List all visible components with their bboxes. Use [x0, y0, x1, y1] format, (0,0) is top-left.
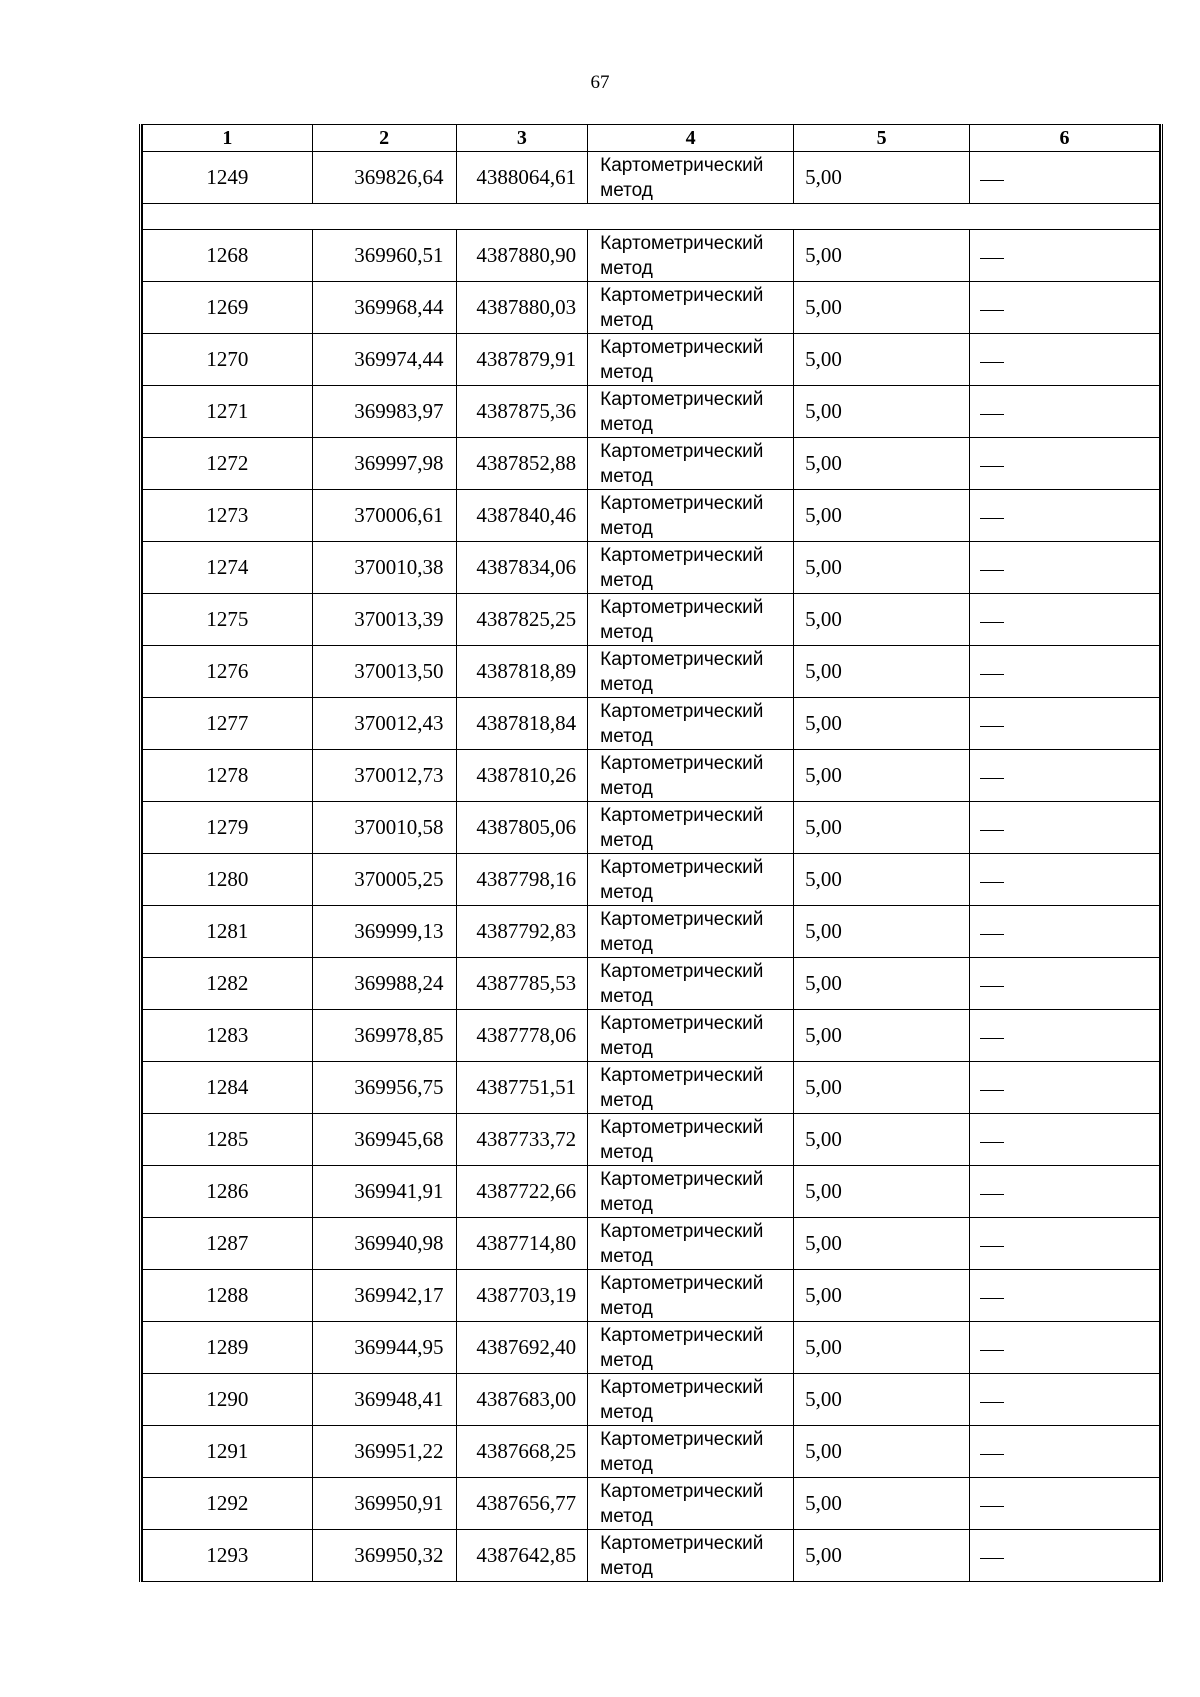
x-coordinate-cell: 369950,32	[312, 1530, 456, 1582]
method-cell	[588, 1530, 794, 1582]
y-coordinate-cell: 4388064,61	[456, 152, 588, 204]
method-line-2: метод	[600, 569, 653, 591]
note-cell	[970, 1010, 1160, 1062]
note-cell	[970, 230, 1160, 282]
note-cell	[970, 1530, 1160, 1582]
y-coordinate-cell: 4387810,26	[456, 750, 588, 802]
method-line-2: метод	[600, 1557, 653, 1579]
dash-mark	[980, 622, 1004, 623]
method-line-1: Картометрический	[600, 388, 764, 410]
method-line-2: метод	[600, 1089, 653, 1111]
method-line-1: Картометрический	[600, 1532, 764, 1554]
method-cell	[588, 646, 794, 698]
x-coordinate-cell: 370006,61	[312, 490, 456, 542]
method-cell	[588, 1478, 794, 1530]
accuracy-cell: 5,00	[794, 1062, 970, 1114]
y-coordinate-cell: 4387880,90	[456, 230, 588, 282]
note-cell	[970, 646, 1160, 698]
y-coordinate-cell: 4387733,72	[456, 1114, 588, 1166]
table-row	[143, 1114, 1160, 1166]
method-line-1: Картометрический	[600, 154, 764, 176]
x-coordinate-cell: 369978,85	[312, 1010, 456, 1062]
dash-mark	[980, 726, 1004, 727]
y-coordinate-cell: 4387656,77	[456, 1478, 588, 1530]
x-coordinate-cell: 369999,13	[312, 906, 456, 958]
method-line-1: Картометрический	[600, 908, 764, 930]
accuracy-cell: 5,00	[794, 698, 970, 750]
coordinates-table	[142, 124, 1160, 1582]
table-row	[143, 230, 1160, 282]
method-line-2: метод	[600, 673, 653, 695]
method-line-2: метод	[600, 1505, 653, 1527]
point-number-cell: 1292	[143, 1478, 313, 1530]
method-cell	[588, 1166, 794, 1218]
method-line-1: Картометрический	[600, 1168, 764, 1190]
table-row	[143, 802, 1160, 854]
dash-mark	[980, 934, 1004, 935]
accuracy-cell: 5,00	[794, 334, 970, 386]
x-coordinate-cell: 369942,17	[312, 1270, 456, 1322]
y-coordinate-cell: 4387642,85	[456, 1530, 588, 1582]
method-line-1: Картометрический	[600, 544, 764, 566]
table-row	[143, 646, 1160, 698]
y-coordinate-cell: 4387785,53	[456, 958, 588, 1010]
table-row	[143, 958, 1160, 1010]
dash-mark	[980, 1038, 1004, 1039]
method-line-1: Картометрический	[600, 232, 764, 254]
y-coordinate-cell: 4387840,46	[456, 490, 588, 542]
table-row	[143, 282, 1160, 334]
table-row	[143, 1426, 1160, 1478]
dash-mark	[980, 362, 1004, 363]
table-row	[143, 698, 1160, 750]
point-number-cell: 1268	[143, 230, 313, 282]
method-line-2: метод	[600, 179, 653, 201]
gap-cell	[143, 204, 1160, 230]
note-cell	[970, 334, 1160, 386]
note-cell	[970, 802, 1160, 854]
x-coordinate-cell: 370013,50	[312, 646, 456, 698]
method-line-1: Картометрический	[600, 284, 764, 306]
x-coordinate-cell: 370010,58	[312, 802, 456, 854]
method-cell	[588, 906, 794, 958]
dash-mark	[980, 986, 1004, 987]
accuracy-cell: 5,00	[794, 802, 970, 854]
method-line-2: метод	[600, 1401, 653, 1423]
method-line-2: метод	[600, 881, 653, 903]
coordinates-table-wrapper	[139, 124, 1163, 1582]
method-cell	[588, 1270, 794, 1322]
point-number-cell: 1278	[143, 750, 313, 802]
accuracy-cell: 5,00	[794, 542, 970, 594]
note-cell	[970, 750, 1160, 802]
y-coordinate-cell: 4387798,16	[456, 854, 588, 906]
dash-mark	[980, 1402, 1004, 1403]
note-cell	[970, 1322, 1160, 1374]
accuracy-cell: 5,00	[794, 1114, 970, 1166]
note-cell	[970, 1166, 1160, 1218]
accuracy-cell: 5,00	[794, 854, 970, 906]
point-number-cell: 1293	[143, 1530, 313, 1582]
column-header: 1	[143, 125, 313, 152]
dash-mark	[980, 1090, 1004, 1091]
accuracy-cell: 5,00	[794, 1218, 970, 1270]
method-cell	[588, 594, 794, 646]
dash-mark	[980, 830, 1004, 831]
method-cell	[588, 152, 794, 204]
point-number-cell: 1280	[143, 854, 313, 906]
y-coordinate-cell: 4387692,40	[456, 1322, 588, 1374]
y-coordinate-cell: 4387668,25	[456, 1426, 588, 1478]
accuracy-cell: 5,00	[794, 750, 970, 802]
point-number-cell: 1288	[143, 1270, 313, 1322]
dash-mark	[980, 258, 1004, 259]
x-coordinate-cell: 370005,25	[312, 854, 456, 906]
method-line-2: метод	[600, 517, 653, 539]
accuracy-cell: 5,00	[794, 282, 970, 334]
point-number-cell: 1249	[143, 152, 313, 204]
dash-mark	[980, 570, 1004, 571]
table-row	[143, 1374, 1160, 1426]
table-row	[143, 334, 1160, 386]
point-number-cell: 1282	[143, 958, 313, 1010]
method-line-1: Картометрический	[600, 440, 764, 462]
method-line-1: Картометрический	[600, 960, 764, 982]
method-line-2: метод	[600, 413, 653, 435]
table-gap-row	[143, 204, 1160, 230]
method-line-1: Картометрический	[600, 1272, 764, 1294]
dash-mark	[980, 674, 1004, 675]
table-row	[143, 1166, 1160, 1218]
method-cell	[588, 282, 794, 334]
point-number-cell: 1287	[143, 1218, 313, 1270]
point-number-cell: 1283	[143, 1010, 313, 1062]
note-cell	[970, 1270, 1160, 1322]
accuracy-cell: 5,00	[794, 1426, 970, 1478]
x-coordinate-cell: 369940,98	[312, 1218, 456, 1270]
point-number-cell: 1273	[143, 490, 313, 542]
point-number-cell: 1279	[143, 802, 313, 854]
method-line-2: метод	[600, 309, 653, 331]
note-cell	[970, 490, 1160, 542]
accuracy-cell: 5,00	[794, 594, 970, 646]
table-row	[143, 594, 1160, 646]
method-line-2: метод	[600, 257, 653, 279]
point-number-cell: 1284	[143, 1062, 313, 1114]
note-cell	[970, 438, 1160, 490]
accuracy-cell: 5,00	[794, 646, 970, 698]
method-line-2: метод	[600, 621, 653, 643]
dash-mark	[980, 1246, 1004, 1247]
x-coordinate-cell: 369948,41	[312, 1374, 456, 1426]
dash-mark	[980, 180, 1004, 181]
method-line-1: Картометрический	[600, 648, 764, 670]
y-coordinate-cell: 4387875,36	[456, 386, 588, 438]
dash-mark	[980, 1194, 1004, 1195]
point-number-cell: 1274	[143, 542, 313, 594]
method-line-2: метод	[600, 1245, 653, 1267]
point-number-cell: 1289	[143, 1322, 313, 1374]
dash-mark	[980, 1350, 1004, 1351]
method-cell	[588, 750, 794, 802]
accuracy-cell: 5,00	[794, 230, 970, 282]
method-line-1: Картометрический	[600, 804, 764, 826]
method-cell	[588, 698, 794, 750]
dash-mark	[980, 1454, 1004, 1455]
x-coordinate-cell: 369968,44	[312, 282, 456, 334]
table-row	[143, 1062, 1160, 1114]
x-coordinate-cell: 369945,68	[312, 1114, 456, 1166]
table-row	[143, 854, 1160, 906]
method-line-1: Картометрический	[600, 1116, 764, 1138]
y-coordinate-cell: 4387880,03	[456, 282, 588, 334]
y-coordinate-cell: 4387834,06	[456, 542, 588, 594]
table-row	[143, 1218, 1160, 1270]
point-number-cell: 1275	[143, 594, 313, 646]
method-cell	[588, 334, 794, 386]
method-cell	[588, 1010, 794, 1062]
method-line-1: Картометрический	[600, 492, 764, 514]
method-line-2: метод	[600, 985, 653, 1007]
note-cell	[970, 1374, 1160, 1426]
note-cell	[970, 1426, 1160, 1478]
method-line-2: метод	[600, 725, 653, 747]
y-coordinate-cell: 4387714,80	[456, 1218, 588, 1270]
y-coordinate-cell: 4387852,88	[456, 438, 588, 490]
accuracy-cell: 5,00	[794, 1530, 970, 1582]
method-line-1: Картометрический	[600, 1376, 764, 1398]
x-coordinate-cell: 369950,91	[312, 1478, 456, 1530]
point-number-cell: 1270	[143, 334, 313, 386]
method-cell	[588, 438, 794, 490]
y-coordinate-cell: 4387825,25	[456, 594, 588, 646]
method-line-2: метод	[600, 1453, 653, 1475]
method-cell	[588, 1374, 794, 1426]
x-coordinate-cell: 369941,91	[312, 1166, 456, 1218]
table-row	[143, 750, 1160, 802]
accuracy-cell: 5,00	[794, 1374, 970, 1426]
y-coordinate-cell: 4387703,19	[456, 1270, 588, 1322]
note-cell	[970, 152, 1160, 204]
method-line-2: метод	[600, 1037, 653, 1059]
x-coordinate-cell: 369951,22	[312, 1426, 456, 1478]
table-row	[143, 906, 1160, 958]
accuracy-cell: 5,00	[794, 1010, 970, 1062]
method-cell	[588, 802, 794, 854]
method-line-1: Картометрический	[600, 700, 764, 722]
dash-mark	[980, 1298, 1004, 1299]
note-cell	[970, 906, 1160, 958]
point-number-cell: 1277	[143, 698, 313, 750]
method-cell	[588, 1322, 794, 1374]
method-line-1: Картометрический	[600, 1064, 764, 1086]
method-cell	[588, 1218, 794, 1270]
y-coordinate-cell: 4387683,00	[456, 1374, 588, 1426]
method-line-2: метод	[600, 1193, 653, 1215]
method-cell	[588, 854, 794, 906]
x-coordinate-cell: 370012,73	[312, 750, 456, 802]
method-cell	[588, 230, 794, 282]
note-cell	[970, 542, 1160, 594]
method-line-2: метод	[600, 1297, 653, 1319]
x-coordinate-cell: 369983,97	[312, 386, 456, 438]
accuracy-cell: 5,00	[794, 386, 970, 438]
page-number: 67	[590, 72, 610, 93]
dash-mark	[980, 882, 1004, 883]
point-number-cell: 1285	[143, 1114, 313, 1166]
y-coordinate-cell: 4387818,89	[456, 646, 588, 698]
y-coordinate-cell: 4387722,66	[456, 1166, 588, 1218]
table-header-row	[143, 125, 1160, 152]
table-row	[143, 438, 1160, 490]
accuracy-cell: 5,00	[794, 906, 970, 958]
accuracy-cell: 5,00	[794, 152, 970, 204]
table-row	[143, 490, 1160, 542]
y-coordinate-cell: 4387778,06	[456, 1010, 588, 1062]
y-coordinate-cell: 4387805,06	[456, 802, 588, 854]
dash-mark	[980, 518, 1004, 519]
method-line-2: метод	[600, 777, 653, 799]
y-coordinate-cell: 4387818,84	[456, 698, 588, 750]
y-coordinate-cell: 4387792,83	[456, 906, 588, 958]
x-coordinate-cell: 369988,24	[312, 958, 456, 1010]
dash-mark	[980, 466, 1004, 467]
accuracy-cell: 5,00	[794, 490, 970, 542]
point-number-cell: 1281	[143, 906, 313, 958]
x-coordinate-cell: 369826,64	[312, 152, 456, 204]
method-cell	[588, 1426, 794, 1478]
column-header: 5	[794, 125, 970, 152]
method-line-1: Картометрический	[600, 1324, 764, 1346]
method-cell	[588, 542, 794, 594]
accuracy-cell: 5,00	[794, 1166, 970, 1218]
table-row	[143, 152, 1160, 204]
accuracy-cell: 5,00	[794, 1478, 970, 1530]
table-row	[143, 1270, 1160, 1322]
note-cell	[970, 1478, 1160, 1530]
method-line-2: метод	[600, 829, 653, 851]
method-line-1: Картометрический	[600, 596, 764, 618]
accuracy-cell: 5,00	[794, 1322, 970, 1374]
y-coordinate-cell: 4387879,91	[456, 334, 588, 386]
table-row	[143, 1322, 1160, 1374]
point-number-cell: 1291	[143, 1426, 313, 1478]
column-header: 3	[456, 125, 588, 152]
table-row	[143, 1010, 1160, 1062]
x-coordinate-cell: 369956,75	[312, 1062, 456, 1114]
method-line-1: Картометрический	[600, 336, 764, 358]
method-line-1: Картометрический	[600, 856, 764, 878]
method-line-1: Картометрический	[600, 1012, 764, 1034]
x-coordinate-cell: 370012,43	[312, 698, 456, 750]
dash-mark	[980, 310, 1004, 311]
dash-mark	[980, 778, 1004, 779]
note-cell	[970, 386, 1160, 438]
accuracy-cell: 5,00	[794, 438, 970, 490]
note-cell	[970, 854, 1160, 906]
x-coordinate-cell: 369960,51	[312, 230, 456, 282]
x-coordinate-cell: 369997,98	[312, 438, 456, 490]
dash-mark	[980, 1558, 1004, 1559]
note-cell	[970, 1218, 1160, 1270]
column-header: 2	[312, 125, 456, 152]
method-line-2: метод	[600, 1141, 653, 1163]
y-coordinate-cell: 4387751,51	[456, 1062, 588, 1114]
x-coordinate-cell: 370010,38	[312, 542, 456, 594]
accuracy-cell: 5,00	[794, 1270, 970, 1322]
x-coordinate-cell: 369974,44	[312, 334, 456, 386]
point-number-cell: 1286	[143, 1166, 313, 1218]
table-row	[143, 1530, 1160, 1582]
column-header: 6	[970, 125, 1160, 152]
accuracy-cell: 5,00	[794, 958, 970, 1010]
method-line-2: метод	[600, 465, 653, 487]
note-cell	[970, 1114, 1160, 1166]
point-number-cell: 1272	[143, 438, 313, 490]
table-row	[143, 1478, 1160, 1530]
method-line-2: метод	[600, 361, 653, 383]
dash-mark	[980, 414, 1004, 415]
x-coordinate-cell: 370013,39	[312, 594, 456, 646]
note-cell	[970, 1062, 1160, 1114]
point-number-cell: 1276	[143, 646, 313, 698]
point-number-cell: 1269	[143, 282, 313, 334]
method-cell	[588, 490, 794, 542]
table-row	[143, 542, 1160, 594]
note-cell	[970, 282, 1160, 334]
method-line-1: Картометрический	[600, 752, 764, 774]
method-cell	[588, 958, 794, 1010]
method-cell	[588, 386, 794, 438]
method-line-1: Картометрический	[600, 1428, 764, 1450]
column-header: 4	[588, 125, 794, 152]
method-cell	[588, 1114, 794, 1166]
dash-mark	[980, 1506, 1004, 1507]
method-line-2: метод	[600, 933, 653, 955]
method-cell	[588, 1062, 794, 1114]
x-coordinate-cell: 369944,95	[312, 1322, 456, 1374]
table-row	[143, 386, 1160, 438]
method-line-1: Картометрический	[600, 1220, 764, 1242]
point-number-cell: 1271	[143, 386, 313, 438]
note-cell	[970, 958, 1160, 1010]
note-cell	[970, 698, 1160, 750]
method-line-2: метод	[600, 1349, 653, 1371]
dash-mark	[980, 1142, 1004, 1143]
point-number-cell: 1290	[143, 1374, 313, 1426]
note-cell	[970, 594, 1160, 646]
method-line-1: Картометрический	[600, 1480, 764, 1502]
